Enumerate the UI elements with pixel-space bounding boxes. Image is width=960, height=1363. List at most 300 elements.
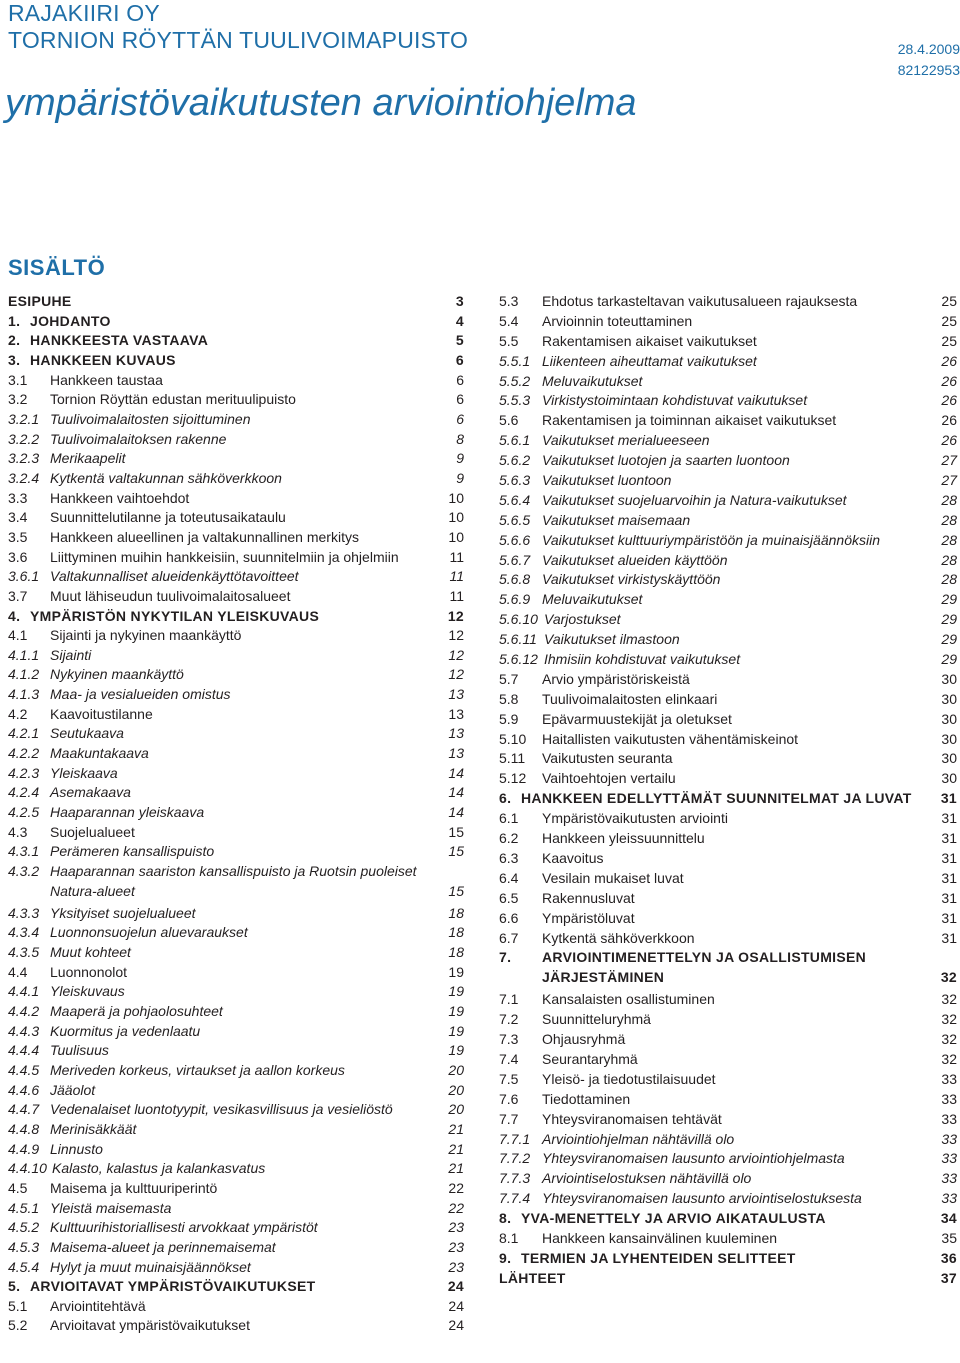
toc-entry-number: 7.6 — [499, 1090, 519, 1107]
toc-entry — [8, 1043, 464, 1057]
toc-entry-title: Rakennusluvat — [542, 889, 635, 906]
project-name: TORNION RÖYTTÄN TUULIVOIMAPUISTO — [8, 27, 469, 53]
toc-entry-number: 5.6.7 — [499, 551, 531, 568]
toc-entry — [8, 925, 464, 939]
toc-entry-number: 7.1 — [499, 991, 519, 1008]
toc-entry-page: 28 — [941, 531, 957, 548]
toc-entry-page: 36 — [940, 1249, 957, 1266]
toc-entry-page: 12 — [447, 607, 464, 624]
toc-entry-title: Ohjausryhmä — [542, 1031, 626, 1048]
toc-entry-number: 8.1 — [499, 1229, 519, 1246]
toc-entry-title: Yhteysviranomaisen lausunto arviointiselostuksesta — [542, 1190, 862, 1207]
toc-entry-number: 4. — [8, 607, 21, 624]
toc-entry-page: 11 — [449, 568, 464, 585]
toc-entry-number: 5.6.11 — [499, 631, 537, 648]
toc-entry — [8, 1318, 464, 1332]
toc-entry-number: 4.5.4 — [8, 1258, 40, 1275]
toc-entry — [499, 1132, 957, 1146]
toc-entry-page: 22 — [448, 1199, 464, 1216]
toc-entry-page: 33 — [941, 1150, 957, 1167]
toc-entry-number: 5.6.1 — [499, 432, 531, 449]
toc-entry-title: Yleiskaava — [50, 764, 118, 781]
toc-entry-title: Hankkeen kansainvälinen kuuleminen — [542, 1229, 778, 1246]
toc-entry-number: 4.2.5 — [8, 804, 40, 821]
toc-entry — [499, 433, 957, 447]
toc-entry-number: 6.4 — [499, 869, 519, 886]
toc-entry-title: JOHDANTO — [30, 312, 111, 329]
toc-entry — [499, 891, 957, 905]
toc-entry-title: Vaihtoehtojen vertailu — [542, 770, 676, 787]
toc-entry-title: Arviointiselostuksen nähtävillä olo — [542, 1170, 752, 1187]
toc-entry-title: HANKKEEN EDELLYTTÄMÄT SUUNNITELMAT JA LUVAT — [521, 790, 912, 807]
toc-entry-page: 21 — [448, 1120, 464, 1137]
toc-entry-page: 26 — [941, 372, 957, 389]
toc-entry-page: 10 — [448, 509, 464, 526]
toc-entry-title: Ihmisiin kohdistuvat vaikutukset — [544, 651, 741, 668]
toc-entry — [499, 354, 957, 368]
toc-entry-title: Vaikutukset alueiden käyttöön — [542, 551, 728, 568]
toc-entry-title: Hankkeen vaihtoehdot — [50, 489, 190, 506]
toc-entry — [499, 911, 957, 925]
toc-entry-title: Yhteysviranomaisen lausunto arviointiohjelmasta — [542, 1150, 845, 1167]
toc-entry-number: 6.1 — [499, 810, 519, 827]
toc-entry-page: 23 — [448, 1238, 464, 1255]
company-name: RAJAKIIRI OY — [8, 0, 160, 26]
toc-entry — [499, 413, 957, 427]
toc-entry-page: 31 — [940, 790, 957, 807]
toc-entry-number: 3.2 — [8, 391, 28, 408]
toc-entry — [499, 811, 957, 825]
toc-entry-page: 28 — [941, 571, 957, 588]
toc-entry-number: 3.4 — [8, 509, 28, 526]
toc-entry-title: Arvio ympäristöriskeistä — [542, 670, 690, 687]
toc-entry-number: 4.3.3 — [8, 904, 40, 921]
toc-entry-page: 19 — [448, 1042, 464, 1059]
toc-entry-page: 26 — [941, 352, 957, 369]
toc-entry-page: 33 — [941, 1070, 957, 1087]
toc-entry-number: 7.7.4 — [499, 1190, 531, 1207]
toc-entry-page: 19 — [448, 963, 464, 980]
toc-entry — [499, 1032, 957, 1046]
toc-entry — [8, 333, 464, 347]
toc-entry-title: Kaavoitustilanne — [50, 705, 153, 722]
toc-entry — [8, 965, 464, 979]
toc-entry-title: Nykyinen maankäyttö — [50, 666, 184, 683]
toc-entry — [499, 1151, 957, 1165]
toc-entry-page: 25 — [941, 293, 957, 309]
toc-entry-title: Maisema ja kulttuuriperintö — [50, 1179, 218, 1196]
toc-entry-page: 13 — [448, 705, 464, 722]
toc-entry-title: Suunnittelutilanne ja toteutusaikataulu — [50, 509, 286, 526]
toc-entry — [8, 1240, 464, 1254]
toc-entry-title: Tuulivoimalaitosten sijoittuminen — [50, 410, 251, 427]
document-date: 28.4.2009 — [897, 41, 960, 57]
toc-entry-page: 32 — [941, 1011, 957, 1028]
toc-entry-number: 5.10 — [499, 730, 527, 747]
toc-entry-title: YMPÄRISTÖN NYKYTILAN YLEISKUVAUS — [30, 607, 320, 624]
toc-entry-number: 5.11 — [499, 750, 526, 767]
toc-entry-number: 5.6.4 — [499, 491, 531, 508]
toc-entry-page: 31 — [941, 929, 957, 946]
toc-entry-page: 30 — [941, 710, 957, 727]
toc-entry-number: 7.3 — [499, 1031, 519, 1048]
toc-entry-number: 5.12 — [499, 770, 527, 787]
toc-entry — [8, 825, 464, 839]
toc-entry-number: 3.2.1 — [8, 410, 40, 427]
toc-entry-page: 14 — [448, 784, 464, 801]
toc-entry — [8, 1004, 464, 1018]
toc-entry-page: 24 — [448, 1317, 464, 1334]
toc-entry — [8, 906, 464, 920]
toc-entry — [499, 393, 957, 407]
toc-entry-page: 18 — [448, 944, 464, 960]
toc-entry — [8, 314, 464, 328]
toc-entry-number: 3.3 — [8, 489, 28, 506]
toc-entry — [8, 1102, 464, 1116]
toc-entry-page: 24 — [447, 1278, 464, 1295]
toc-entry-number: 4.4.3 — [8, 1022, 40, 1039]
toc-entry-title: Muut lähiseudun tuulivoimalaitosalueet — [50, 587, 291, 604]
toc-entry — [8, 687, 464, 701]
toc-entry-number: 5.3 — [499, 293, 519, 309]
toc-entry — [499, 732, 957, 746]
toc-entry-number: 6.6 — [499, 909, 519, 926]
toc-entry-title: Kansalaisten osallistuminen — [542, 991, 715, 1008]
toc-entry-page: 6 — [456, 391, 464, 408]
toc-entry-number: 4.3 — [8, 823, 28, 840]
toc-entry-number: 9. — [499, 1249, 512, 1266]
toc-entry-title: Yleiskuvaus — [50, 983, 125, 1000]
toc-entry-title: Tiedottaminen — [542, 1090, 631, 1107]
toc-entry-number: 5.2 — [8, 1317, 28, 1334]
toc-entry — [8, 707, 464, 721]
toc-entry — [499, 1052, 957, 1066]
toc-entry-number: 5.6.10 — [499, 611, 538, 628]
toc-entry-number: 7. — [499, 949, 512, 966]
toc-entry — [499, 314, 957, 328]
toc-entry-number: 3.2.4 — [8, 469, 40, 486]
toc-entry-number: 4.4.7 — [8, 1101, 40, 1118]
toc-entry — [8, 766, 464, 780]
toc-entry-title: Suunnitteluryhmä — [542, 1011, 651, 1028]
toc-entry-page: 6 — [456, 371, 464, 388]
toc-entry-number: 4.5.1 — [8, 1199, 40, 1216]
toc-entry — [8, 294, 464, 308]
toc-entry-number: 4.4.5 — [8, 1061, 40, 1078]
toc-entry — [499, 553, 957, 567]
toc-entry-number: 2. — [8, 332, 21, 349]
toc-entry — [8, 984, 464, 998]
toc-entry-number: 1. — [8, 312, 21, 329]
toc-entry-number: 6.5 — [499, 889, 519, 906]
toc-entry-page: 26 — [941, 412, 957, 429]
toc-entry-title: Rakentamisen ja toiminnan aikaiset vaikutukset — [542, 412, 837, 429]
toc-entry-number: 4.4.10 — [8, 1160, 47, 1177]
toc-entry — [8, 1024, 464, 1038]
toc-entry — [8, 373, 464, 387]
toc-entry — [499, 612, 957, 626]
toc-entry — [499, 453, 957, 467]
toc-entry-page: 5 — [455, 332, 464, 349]
toc-entry-title: Suojelualueet — [50, 823, 135, 840]
toc-entry-title: Tuulivoimalaitosten elinkaari — [542, 690, 718, 707]
toc-entry — [8, 1142, 464, 1156]
toc-entry — [8, 412, 464, 426]
toc-entry-page: 25 — [941, 332, 957, 349]
toc-entry-title: TERMIEN JA LYHENTEIDEN SELITTEET — [521, 1249, 796, 1266]
toc-entry-title: Arviointiohjelman nähtävillä olo — [542, 1130, 735, 1147]
toc-entry-number: 5.7 — [499, 670, 519, 687]
toc-entry — [499, 493, 957, 507]
toc-entry-title: Sijainti ja nykyinen maankäyttö — [50, 627, 242, 644]
toc-entry-title: Vaikutukset suojeluarvoihin ja Natura-vaikutukset — [542, 491, 847, 508]
toc-entry-title: Meluvaikutukset — [542, 372, 643, 389]
toc-entry-number: 5.5.1 — [499, 352, 531, 369]
toc-entry-page: 6 — [456, 410, 464, 427]
toc-entry-page: 19 — [448, 1002, 464, 1019]
toc-entry-number: 5.6 — [499, 412, 519, 429]
toc-entry — [8, 1063, 464, 1077]
toc-entry-title: Merikaapelit — [50, 450, 126, 467]
toc-entry-title: Vaikutukset luotojen ja saarten luontoon — [542, 452, 790, 469]
toc-entry-number: 3.5 — [8, 528, 28, 545]
toc-entry-number: 5.1 — [8, 1297, 28, 1314]
toc-entry-number: 4.3.5 — [8, 944, 40, 960]
toc-entry-page: 31 — [941, 869, 957, 886]
toc-entry-title: Rakentamisen aikaiset vaikutukset — [542, 332, 757, 349]
toc-entry-title: Varjostukset — [544, 611, 621, 628]
toc-heading: SISÄLTÖ — [8, 255, 106, 280]
toc-entry — [8, 569, 464, 583]
toc-entry-page: 13 — [448, 745, 464, 762]
toc-entry-title: Vaikutusten seuranta — [542, 750, 673, 767]
toc-entry — [499, 831, 957, 845]
toc-entry-title: Vaikutukset virkistyskäyttöön — [542, 571, 721, 588]
toc-entry-title: ARVIOINTIMENETTELYN JA OSALLISTUMISEN JÄRJESTÄMINEN — [542, 949, 867, 986]
document-title: ympäristövaikutusten arviointiohjelma — [5, 82, 637, 124]
toc-entry — [8, 746, 464, 760]
toc-entry — [499, 871, 957, 885]
toc-left-column — [8, 294, 464, 1338]
toc-entry-page: 4 — [455, 312, 464, 329]
toc-entry-title: Kuormitus ja vedenlaatu — [50, 1022, 201, 1039]
toc-entry-title: Asemakaava — [50, 784, 131, 801]
toc-entry — [499, 1251, 957, 1265]
toc-entry-number: 5.5.2 — [499, 372, 531, 389]
toc-entry-number: 6. — [499, 790, 512, 807]
toc-entry-page: 15 — [448, 843, 464, 860]
toc-entry — [499, 992, 957, 1006]
toc-entry-title: Kaavoitus — [542, 849, 604, 866]
toc-entry-page: 27 — [941, 452, 957, 469]
toc-entry-title: Arvioitavat ympäristövaikutukset — [50, 1317, 250, 1334]
toc-entry-number: 8. — [499, 1210, 512, 1227]
toc-entry-page: 3 — [455, 293, 464, 309]
toc-entry — [499, 791, 957, 805]
toc-entry-title: Luonnonolot — [50, 963, 128, 980]
toc-entry-title: Seutukaava — [50, 725, 124, 742]
toc-entry-title: Haaparannan yleiskaava — [50, 804, 205, 821]
toc-entry-number: 5.5 — [499, 332, 519, 349]
toc-entry-title: Kulttuurihistoriallisesti arvokkaat ympäristöt — [50, 1219, 318, 1236]
toc-entry-title: Hankkeen yleissuunnittelu — [542, 830, 705, 847]
toc-entry-number: 3.6.1 — [8, 568, 40, 585]
toc-entry — [8, 491, 464, 505]
toc-entry-number: 4.5.2 — [8, 1219, 40, 1236]
toc-entry-number: 4.5.3 — [8, 1238, 40, 1255]
toc-entry — [499, 592, 957, 606]
toc-entry-title: Seurantaryhmä — [542, 1050, 638, 1067]
toc-entry — [8, 1161, 464, 1175]
toc-entry-number: 5.6.3 — [499, 472, 531, 489]
toc-entry-page: 29 — [941, 631, 957, 648]
toc-entry-page: 26 — [941, 392, 957, 409]
toc-entry-title: Vaikutukset luontoon — [542, 472, 672, 489]
toc-entry-page: 20 — [448, 1081, 464, 1098]
document-number: 82122953 — [897, 62, 960, 78]
toc-entry-title: Epävarmuustekijät ja oletukset — [542, 710, 732, 727]
toc-entry-number: 5.9 — [499, 710, 519, 727]
toc-entry-page: 20 — [448, 1061, 464, 1078]
toc-entry — [8, 432, 464, 446]
toc-entry — [8, 530, 464, 544]
toc-entry — [8, 1181, 464, 1195]
toc-entry-title: Virkistystoimintaan kohdistuvat vaikutukset — [542, 392, 808, 409]
toc-entry-page: 9 — [456, 450, 464, 467]
toc-entry-title: Meluvaikutukset — [542, 591, 643, 608]
toc-entry — [8, 1122, 464, 1136]
toc-entry-title: Maaperä ja pohjaolosuhteet — [50, 1002, 223, 1019]
toc-entry — [8, 785, 464, 799]
toc-entry — [8, 648, 464, 662]
toc-entry — [8, 844, 464, 858]
toc-entry-title: Luonnonsuojelun aluevaraukset — [50, 924, 248, 941]
toc-entry — [499, 294, 957, 308]
toc-entry-title: Meriveden korkeus, virtaukset ja aallon korkeus — [50, 1061, 345, 1078]
toc-entry-number: 5. — [8, 1278, 21, 1295]
toc-entry-page: 21 — [448, 1160, 464, 1177]
toc-entry-page: 29 — [941, 591, 957, 608]
toc-entry-number: 5.6.5 — [499, 511, 531, 528]
toc-entry-title: Maakuntakaava — [50, 745, 149, 762]
toc-entry-page: 25 — [941, 312, 957, 329]
toc-entry-title: Kalasto, kalastus ja kalankasvatus — [52, 1160, 266, 1177]
toc-entry-number: 4.2.3 — [8, 764, 40, 781]
toc-entry-number: 6.2 — [499, 830, 519, 847]
toc-entry-page: 14 — [448, 804, 464, 821]
toc-entry-number: 4.3.2 — [8, 863, 40, 880]
toc-entry-page: 32 — [941, 1050, 957, 1067]
toc-entry-page: 6 — [455, 351, 464, 368]
toc-entry-page: 11 — [449, 587, 464, 604]
toc-entry-number: 6.3 — [499, 849, 519, 866]
toc-entry — [499, 473, 957, 487]
toc-entry — [499, 1012, 957, 1026]
toc-entry-page: 26 — [941, 432, 957, 449]
toc-entry-page: 28 — [941, 511, 957, 528]
toc-entry-number: 6.7 — [499, 929, 519, 946]
toc-entry-title: Linnusto — [50, 1140, 103, 1157]
toc-entry-title: Ympäristövaikutusten arviointi — [542, 810, 728, 827]
toc-entry-title: Sijainti — [50, 646, 92, 663]
toc-entry — [499, 771, 957, 785]
toc-entry-page: 8 — [456, 430, 464, 447]
toc-entry-number: LÄHTEET — [499, 1269, 566, 1286]
toc-entry-page: 9 — [456, 469, 464, 486]
toc-entry — [8, 726, 464, 740]
toc-entry-number: 5.8 — [499, 690, 519, 707]
toc-entry-page: 34 — [940, 1210, 957, 1227]
toc-entry-number: 4.5 — [8, 1179, 28, 1196]
toc-entry — [499, 672, 957, 686]
toc-entry-page: 32 — [941, 1031, 957, 1048]
toc-entry-page: 14 — [448, 764, 464, 781]
toc-entry — [499, 1231, 957, 1245]
toc-entry-number: 7.2 — [499, 1011, 519, 1028]
toc-entry-page: 23 — [448, 1258, 464, 1275]
toc-entry-page: 19 — [448, 1022, 464, 1039]
toc-entry-number: 5.6.9 — [499, 591, 531, 608]
toc-entry-number: 3.2.2 — [8, 430, 40, 447]
toc-entry-number: 7.5 — [499, 1070, 519, 1087]
toc-entry — [499, 1112, 957, 1126]
toc-entry-title: Liikenteen aiheuttamat vaikutukset — [542, 352, 757, 369]
toc-entry-number: 3. — [8, 351, 21, 368]
toc-entry-title: Ehdotus tarkasteltavan vaikutusalueen rajauksesta — [542, 293, 858, 309]
toc-entry-title: Vaikutukset merialueeseen — [542, 432, 710, 449]
toc-entry-number: 7.7.2 — [499, 1150, 531, 1167]
toc-entry-page: 30 — [941, 770, 957, 787]
toc-entry-title: Maisema-alueet ja perinnemaisemat — [50, 1238, 276, 1255]
toc-entry-page: 33 — [941, 1130, 957, 1147]
toc-entry — [8, 667, 464, 681]
toc-entry-page: 28 — [941, 491, 957, 508]
toc-entry-number: 4.4.9 — [8, 1140, 40, 1157]
toc-entry-page: 30 — [941, 670, 957, 687]
toc-entry-page: 19 — [448, 983, 464, 1000]
toc-entry-title: Muut kohteet — [50, 944, 131, 960]
toc-entry-number: 4.3.4 — [8, 924, 40, 941]
toc-entry-page: 31 — [941, 849, 957, 866]
toc-entry — [8, 1279, 464, 1293]
toc-entry — [8, 628, 464, 642]
toc-entry — [499, 950, 957, 986]
toc-entry-number: 4.1 — [8, 627, 28, 644]
toc-entry-number: ESIPUHE — [8, 293, 72, 309]
toc-entry-title: Perämeren kansallispuisto — [50, 843, 215, 860]
toc-entry-title: Vaikutukset maisemaan — [542, 511, 691, 528]
toc-entry-title: Kytkentä sähköverkkoon — [542, 929, 695, 946]
toc-entry-title: Yleisö- ja tiedotustilaisuudet — [542, 1070, 716, 1087]
toc-entry — [8, 945, 464, 959]
toc-entry-number: 7.7 — [499, 1110, 519, 1127]
toc-entry — [499, 632, 957, 646]
toc-entry — [499, 1072, 957, 1086]
toc-entry — [499, 652, 957, 666]
toc-entry-page: 33 — [941, 1170, 957, 1187]
toc-entry-number: 5.6.2 — [499, 452, 531, 469]
toc-entry-title: Hankkeen alueellinen ja valtakunnallinen merkitys — [50, 528, 359, 545]
toc-entry-number: 4.4.4 — [8, 1042, 40, 1059]
toc-entry-page: 20 — [448, 1101, 464, 1118]
toc-entry-title: Maa- ja vesialueiden omistus — [50, 686, 231, 703]
toc-entry-number: 4.4.1 — [8, 983, 40, 1000]
toc-entry-title: YVA-MENETTELY JA ARVIO AIKATAULUSTA — [521, 1210, 826, 1227]
toc-entry-number: 3.6 — [8, 548, 28, 565]
toc-entry-page: 18 — [448, 924, 464, 941]
toc-entry-page: 22 — [448, 1179, 464, 1196]
toc-entry-page: 28 — [941, 551, 957, 568]
